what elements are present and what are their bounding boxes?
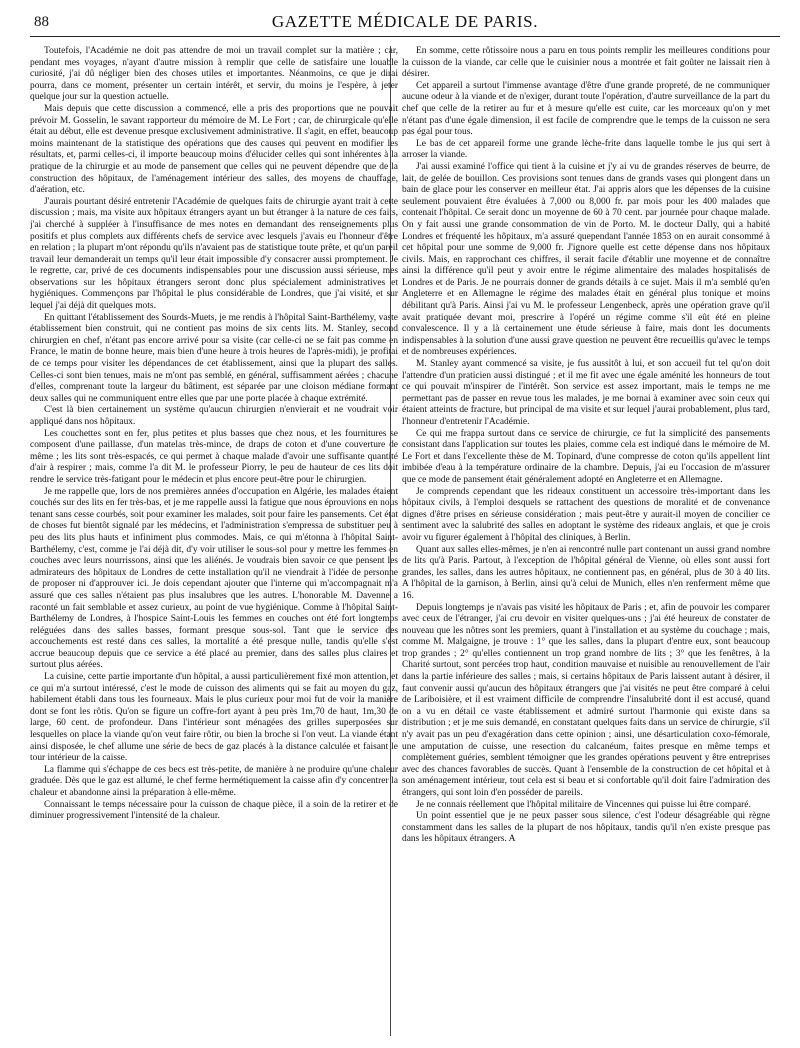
- page-header: [30, 8, 780, 37]
- paragraph: La flamme qui s'échappe de ces becs est très-petite, de manière à ne produire qu'une chaleur graduée. Dès que le gaz est allumé, le chef ferme hermétiquement la caisse afin d'y concentrer la chaleur et abandonne ainsi la préparation à elle-même.: [30, 764, 398, 798]
- paragraph: Depuis longtemps je n'avais pas visité les hôpitaux de Paris ; et, afin de pouvoir les comparer avec ceux de l'étranger, j'ai cru devoir en visiter quelques-uns ; j'ai été heureux de constater de nouveau que les nôtres sont les premiers, quant à l'installation et au système du couchage ; mais, comme M. Malgaigne, je trouve : 1° que les salles, dans la plupart d'entre eux, sont beaucoup trop grandes ; 2° qu'elles contiennent un trop grand nombre de lits ; 3° que les fenêtres, à la Charité surtout, sont percées trop haut, condition mauvaise et nuisible au renouvellement de l'air dans la partie inférieure des salles ; mais, si certains hôpitaux de Paris laissent autant à désirer, il faut convenir aussi qu'aucun des hôpitaux étrangers que j'ai visités ne peut être comparé à celui de Lariboisière, et il est vraiment difficile de comprendre l'insalubrité dont il est accusé, quand on a vu en détail ce vaste établissement et admiré surtout l'harmonie qui existe dans sa distribution ; et je me suis demandé, en constatant quelques faits dans un service de chirurgie, s'il n'y avait pas un peu d'exagération dans cette opinion ; ainsi, une désarticulation coxo-fémorale, une amputation de cuisse, une resection du calcanéum, faites presque en même temps et complètement guéries, semblent témoigner que les grandes opérations peuvent y être entreprises avec des chances favorables de succès. Quant à l'ensemble de la construction de cet hôpital et à son aménagement intérieur, tout cela est si beau et si confortable qu'il doit faire l'admiration des étrangers, qui sont loin d'en posséder de pareils.: [402, 602, 770, 798]
- paragraph: Mais depuis que cette discussion a commencé, elle a pris des proportions que ne pouvait prévoir M. Gosselin, le savant rapporteur du mémoire de M. Le Fort ; car, de chirurgicale qu'elle était au début, elle est devenue presque exclusivement administrative. Il s'agit, en effet, beaucoup moins maintenant de la statistique des opérations que des causes qui peuvent en modifier les résultats, et, parmi celles-ci, il importe beaucoup moins d'élucider celles qui sont inhérentes à la pratique de la chirurgie et au mode de pansement que celles qui ne peuvent dépendre que de la construction des hôpitaux, de l'aménagement intérieur des salles, des moyens de chauffage, d'aération, etc.: [30, 103, 398, 196]
- paragraph: J'aurais pourtant désiré entretenir l'Académie de quelques faits de chirurgie ayant trait à cette discussion ; mais, ma visite aux hôpitaux étrangers ayant un but étranger à la nature de ces faits, j'ai cherché à suppléer à l'insuffisance de mes notes en demandant des renseignements plus positifs et plus complets aux différents chefs de service avec lesquels j'avais eu l'honneur d'être en relation ; la plupart m'ont répondu qu'ils n'avaient pas de statistique toute prête, et qu'un pareil travail leur demanderait un temps qu'il leur était impossible d'y consacrer aussi promptement. Je le regrette, car, privé de ces documents indispensables pour une discussion aussi sérieuse, mes observations sur les hôpitaux étrangers seront donc plus spécialement administratives et hygiéniques. Commençons par l'hôpital le plus considérable de Londres, que j'ai visité, et sur lequel j'ai déjà dit quelques mots.: [30, 196, 398, 312]
- journal-title: GAZETTE MÉDICALE DE PARIS.: [271, 12, 539, 31]
- paragraph: J'ai aussi examiné l'office qui tient à la cuisine et j'y ai vu de grandes réserves de beurre, de lait, de gelée de bouillon. Ces provisions sont tenues dans de grands vases qui plongent dans un bain de glace pour les conserver en meilleur état. J'ai appris alors que les dépenses de la cuisine seulement pouvaient être évaluées à 7,000 ou 8,000 fr. par mois pour les 400 malades que contenait l'hôpital. Ce serait donc un moyenne de 60 à 70 cent. par journée pour chaque malade. On y fait aussi une grande consommation de vin de Porto. M. le docteur Dally, qui a habité Londres et fréquenté les hôpitaux, m'a assuré quependant l'année 1853 on en aurait consommé à cet hôpital pour une somme de 9,000 fr. J'ignore quelle est cette dépense dans nos hôpitaux civils. Mais, en rapprochant ces chiffres, il serait facile d'établir une moyenne et de connaître ainsi la différence qu'il peut y avoir entre le régime alimentaire des malades hospitalisés de Londres et de Paris. Je ne pourrais donner de grands détails à ce sujet. Mais il m'a semblé qu'en Angleterre et en Allemagne le régime des malades était en général plus tonique et moins débilitant qu'à Paris. Ainsi j'ai vu M. le professeur Lengenbeck, après une opération grave qu'il avait pratiquée devant moi, prescrire à l'opéré un régime comme s'il eût été en pleine convalescence. Il y a là certainement une étude sérieuse à faire, mais dont les documents indispensables à la solution d'une aussi grave question ne peuvent être recueillis qu'avec le temps et de nombreuses expériences.: [402, 161, 770, 358]
- paragraph: Je comprends cependant que les rideaux constituent un accessoire très-important dans les hôpitaux civils, à l'emploi desquels se rattachent des questions de moralité et de convenance dignes d'être prises en sérieuse considération ; mais peut-être y aurait-il moyen de concilier ce sentiment avec la salubrité des salles en adoptant le système des rideaux anglais, et que je crois avoir vu figurer également à l'hôpital des cliniques, à Berlin.: [402, 486, 770, 543]
- paragraph: La cuisine, cette partie importante d'un hôpital, a aussi particulièrement fixé mon attention, et ce qui m'a surtout intéressé, c'est le mode de cuisson des aliments qui se fait au moyen du gaz, habilement établi dans tous les fourneaux. Mais le plus curieux pour moi fut de voir la manière dont se font les rôtis. Qu'on se figure un coffre-fort ayant à peu près 1m,70 de haut, 1m,30 de large, 60 cent. de profondeur. Dans l'intérieur sont ménagées des grilles superposées sur lesquelles on place la viande qu'on veut faire rôtir, ou bien la broche si l'on veut. La viande étant ainsi disposée, le chef allume une série de becs de gaz placés à la distance calculée et faisant le tour intérieur de la caisse.: [30, 672, 398, 764]
- paragraph: Un point essentiel que je ne peux passer sous silence, c'est l'odeur désagréable qui règne constamment dans les salles de la plupart de nos hôpitaux, tandis qu'il n'en existe presque pas dans les hôpitaux étrangers. A: [402, 811, 770, 845]
- paragraph: En somme, cette rôtissoire nous a paru en tous points remplir les meilleures conditions pour la cuisson de la viande, car celle que le cuisinier nous a montrée et fait goûter ne laissait rien à désirer.: [402, 46, 770, 80]
- paragraph: Quant aux salles elles-mêmes, je n'en ai rencontré nulle part contenant un aussi grand nombre de lits qu'à Paris. Partout, à l'exception de l'hôpital général de Vienne, où elles sont aussi fort grandes, les salles, dans les autres hôpitaux, ne contiennent pas, en général, plus de 30 à 40 lits. A l'hôpital de la garnison, à Berlin, ainsi qu'à celui de Munich, elles n'en renferment même que 16.: [402, 544, 770, 601]
- paragraph: Connaissant le temps nécessaire pour la cuisson de chaque pièce, il a soin de la retirer et de diminuer progressivement l'intensité de la chaleur.: [30, 799, 398, 822]
- paragraph: Je ne connais réellement que l'hôpital militaire de Vincennes qui puisse lui être comparé.: [416, 799, 751, 810]
- paragraph: En quittant l'établissement des Sourds-Muets, je me rendis à l'hôpital Saint-Barthélemy, vaste établissement bien construit, qui ne contient pas moins de six cents lits. M. Stanley, second chirurgien en chef, n'étant pas encore arrivé pour sa visite (car celle-ci ne se fait pas comme en France, le matin de bonne heure, mais bien d'une heure à trois heures de l'après-midi), je profitai de ce temps pour visiter les dépendances de cet établissement, ainsi que la plupart des salles. Celles-ci sont bien tenues, mais ne m'ont pas semblé, en général, suffisamment aérées ; chacune d'elles, comprenant toute la largeur du bâtiment, est séparée par une cloison médiane formant deux salles qui ne communiquent entre elles que par une porte placée à chaque extrémité.: [30, 312, 398, 404]
- paragraph: Je me rappelle que, lors de nos premières années d'occupation en Algérie, les malades étaient couchés sur des lits en fer très-bas, et je me rappelle aussi la fatigue que nous éprouvions en nous tenant sans cesse courbés, soit pour examiner les malades, soit pour faire les pansements. Cet état de choses fut bientôt signalé par les médecins, et l'administration s'empressa de substituer peu à peu des lits plus hauts et infiniment plus commodes. Mais, ce qui m'étonna à l'hôpital Saint-Barthélemy, c'est, comme je l'ai déjà dit, d'y voir utiliser le sous-sol pour y mettre les femmes en couches avec leurs nourrissons, ainsi que les aliénés. Je voudrais bien savoir ce que pensent les admirateurs des hôpitaux de Londres de cette installation qu'il ne viendrait à l'idée de personne de proposer ni d'approuver ici. Je dois cependant ajouter que l'interne qui m'accompagnait m'a assuré que ces salles n'étaient pas plus insalubres que les autres. L'honorable M. Davenne a raconté un fait semblable et assez curieux, au point de vue hygiénique. Comme à l'hôpital Saint-Barthélemy de Londres, à l'hospice Saint-Louis les femmes en couches ont été fort longtemps reléguées dans des salles basses, formant presque sous-sol. Tant que le service des accouchements est resté dans ces salles, la mortalité a été presque nulle, tandis qu'elle s'est accrue beaucoup depuis que ce service a été placé au premier, dans des salles plus claires et surtout plus aérées.: [30, 486, 398, 671]
- left-column: [30, 46, 398, 1040]
- paragraph: Le bas de cet appareil forme une grande lèche-frite dans laquelle tombe le jus qui sert à arroser la viande.: [402, 138, 770, 161]
- paragraph: Les couchettes sont en fer, plus petites et plus basses que chez nous, et les fournitures se composent d'une paillasse, d'un matelas très-mince, de draps de coton et d'une couverture de même ; les lits sont très-espacés, ce qui permet à chaque malade d'avoir une suffisante quantité d'air à respirer ; mais, comme l'a dit M. le professeur Piorry, le peu de hauteur de ces lits doit rendre le service très-fatigant pour le médecin et plus encore peut-être pour le chirurgien.: [30, 428, 398, 485]
- paragraph: Ce qui me frappa surtout dans ce service de chirurgie, ce fut la simplicité des pansements consistant dans l'application sur toutes les plaies, comme cela est indiqué dans le mémoire de M. Le Fort et dans l'excellente thèse de M. Topinard, d'une compresse de coton qu'ils appellent lint imbibée d'eau à la température ordinaire de la chambre. Depuis, j'ai eu l'occasion de m'assurer que ce mode de pansement était généralement adopté en Angleterre et en Allemagne.: [402, 428, 770, 485]
- right-column: [402, 46, 770, 1040]
- paragraph: Toutefois, l'Académie ne doit pas attendre de moi un travail complet sur la matière ; car, pendant mes voyages, n'ayant d'autre mission à remplir que celle de satisfaire une louable curiosité, j'ai dû négliger bien des choses utiles et importantes. Néanmoins, ce que je dirai pourra, dans ce moment, présenter un certain intérêt, et servir, du moins je l'espère, à jeter quelque jour sur la question actuelle.: [30, 46, 398, 103]
- paragraph: M. Stanley ayant commencé sa visite, je fus aussitôt à lui, et son accueil fut tel qu'on doit l'attendre d'un praticien aussi distingué ; et il me fit avec une égale aménité les honneurs de tout ce qui pouvait m'inspirer de l'intérêt. Son service est assez important, mais le temps ne me permettant pas de passer en revue tous les malades, je me bornai à examiner avec soin ceux qui étaient atteints de fracture, but principal de ma visite et sur lequel j'aurai probablement, plus tard, l'honneur d'entretenir l'Académie.: [402, 359, 770, 427]
- page-number: 88: [34, 14, 49, 30]
- paragraph: C'est là bien certainement un système qu'aucun chirurgien n'envierait et ne voudrait voir appliqué dans nos hôpitaux.: [30, 405, 398, 427]
- paragraph: Cet appareil a surtout l'immense avantage d'être d'une grande propreté, de ne communiquer aucune odeur à la viande et de n'exiger, durant toute l'opération, d'autre surveillance de la part du chef que celle de la retirer au fur et à mesure qu'elle est cuite, car les morceaux qu'on y met n'étant pas d'une égale dimension, il est facile de comprendre que le temps de la cuisson ne sera pas égal pour tous.: [402, 80, 770, 138]
- column-divider: [390, 46, 391, 1036]
